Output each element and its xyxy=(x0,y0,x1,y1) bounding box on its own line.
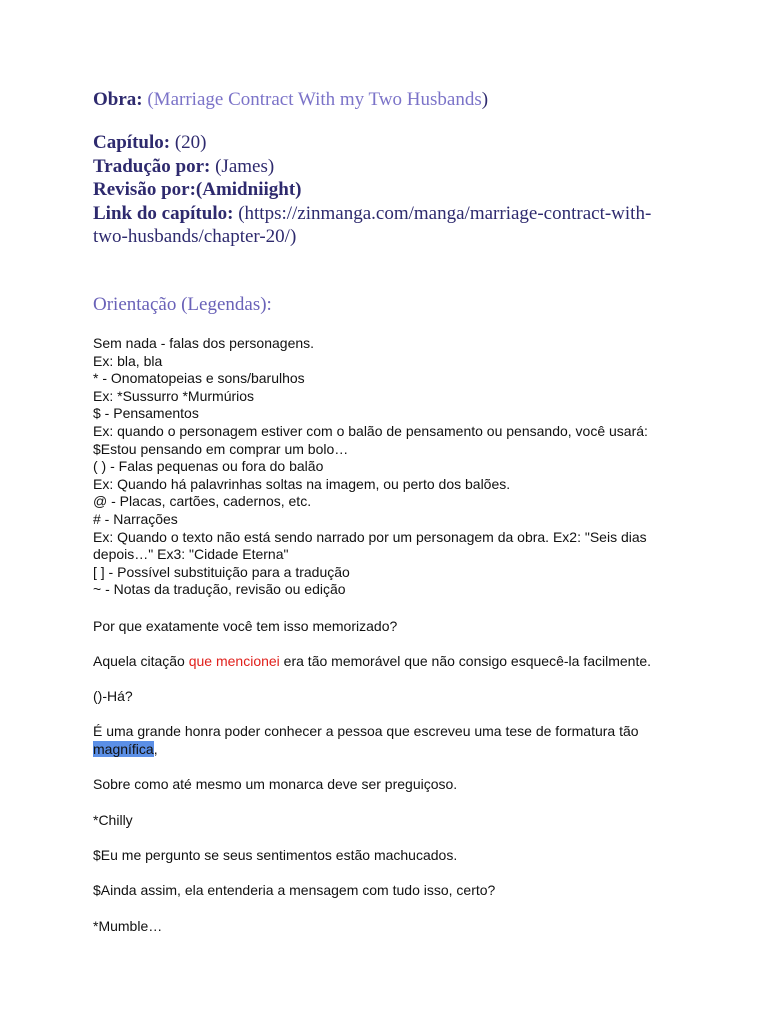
obra-close: ) xyxy=(481,89,489,110)
legend-item: * - Onomatopeias e sons/barulhos xyxy=(93,370,305,387)
text-segment: , xyxy=(153,740,158,757)
link-label: Link do capítulo: xyxy=(93,202,234,224)
legend-item: $ - Pensamentos xyxy=(93,405,199,422)
text-segment: Aquela citação xyxy=(93,653,189,669)
legend-item: @ - Placas, cartões, cadernos, etc. xyxy=(93,493,312,510)
legend-item: ( ) - Falas pequenas ou fora do balão xyxy=(93,458,324,475)
traducao-label: Tradução por: xyxy=(93,155,211,177)
legend-item: # - Narrações xyxy=(93,510,178,527)
highlighted-red-text: que mencionei xyxy=(188,653,280,669)
obra-line xyxy=(93,88,673,112)
legend-item: [ ] - Possível substituição para a tradução xyxy=(93,563,350,580)
text-line: *Chilly xyxy=(93,812,133,828)
text-line: $Ainda assim, ela entenderia a mensagem com tudo isso, certo? xyxy=(93,882,496,898)
orientacao-heading: Orientação (Legendas): xyxy=(93,294,272,315)
legend-item: Ex: quando o personagem estiver com o balão de pensamento ou pensando, você usará: xyxy=(93,422,648,439)
text-segment: era tão memorável que não consigo esquecê-la facilmente. xyxy=(279,653,652,669)
legend-item: ~ - Notas da tradução, revisão ou edição xyxy=(93,581,346,598)
legend-item: Ex: Quando há palavrinhas soltas na imagem, ou perto dos balões. xyxy=(93,475,511,492)
revisao-label: Revisão por:(Amidniight) xyxy=(93,179,302,200)
legend-item: $Estou pensando em comprar um bolo… xyxy=(93,440,349,457)
link-value[interactable]: (https://zinmanga.com/manga/marriage-contract-with-two-husbands/chapter-20/) xyxy=(93,202,652,247)
traducao-line xyxy=(93,155,673,179)
selected-text[interactable]: magnífica xyxy=(93,740,154,757)
capitulo-label: Capítulo: xyxy=(93,132,171,153)
text-line: ()-Há? xyxy=(93,688,133,704)
link-line xyxy=(93,202,673,249)
obra-value: (Marriage Contract With my Two Husbands xyxy=(147,89,482,110)
capitulo-line xyxy=(93,131,673,155)
legend-item: Ex: Quando o texto não está sendo narrado por um personagem da obra. Ex2: "Seis dias depois…" Ex3: "Cidade Eterna" xyxy=(93,528,647,563)
text-line: Sobre como até mesmo um monarca deve ser preguiçoso. xyxy=(93,776,458,792)
traducao-value: (James) xyxy=(210,155,275,177)
text-line xyxy=(93,653,673,671)
text-segment: É uma grande honra poder conhecer a pessoa que escreveu uma tese de formatura tão xyxy=(93,723,639,739)
text-line xyxy=(93,723,673,758)
legend-item: Ex: *Sussurro *Murmúrios xyxy=(93,387,255,404)
text-line: $Eu me pergunto se seus sentimentos estão machucados. xyxy=(93,847,458,863)
revisao-line xyxy=(93,178,673,202)
legend-list xyxy=(93,335,673,599)
text-line: *Mumble… xyxy=(93,918,163,934)
capitulo-value: (20) xyxy=(170,132,207,153)
legend-item: Ex: bla, bla xyxy=(93,352,163,369)
legend-item: Sem nada - falas dos personagens. xyxy=(93,335,315,351)
text-line: Por que exatamente você tem isso memorizado? xyxy=(93,618,398,634)
obra-label: Obra: xyxy=(93,89,143,110)
chapter-info xyxy=(93,131,673,249)
